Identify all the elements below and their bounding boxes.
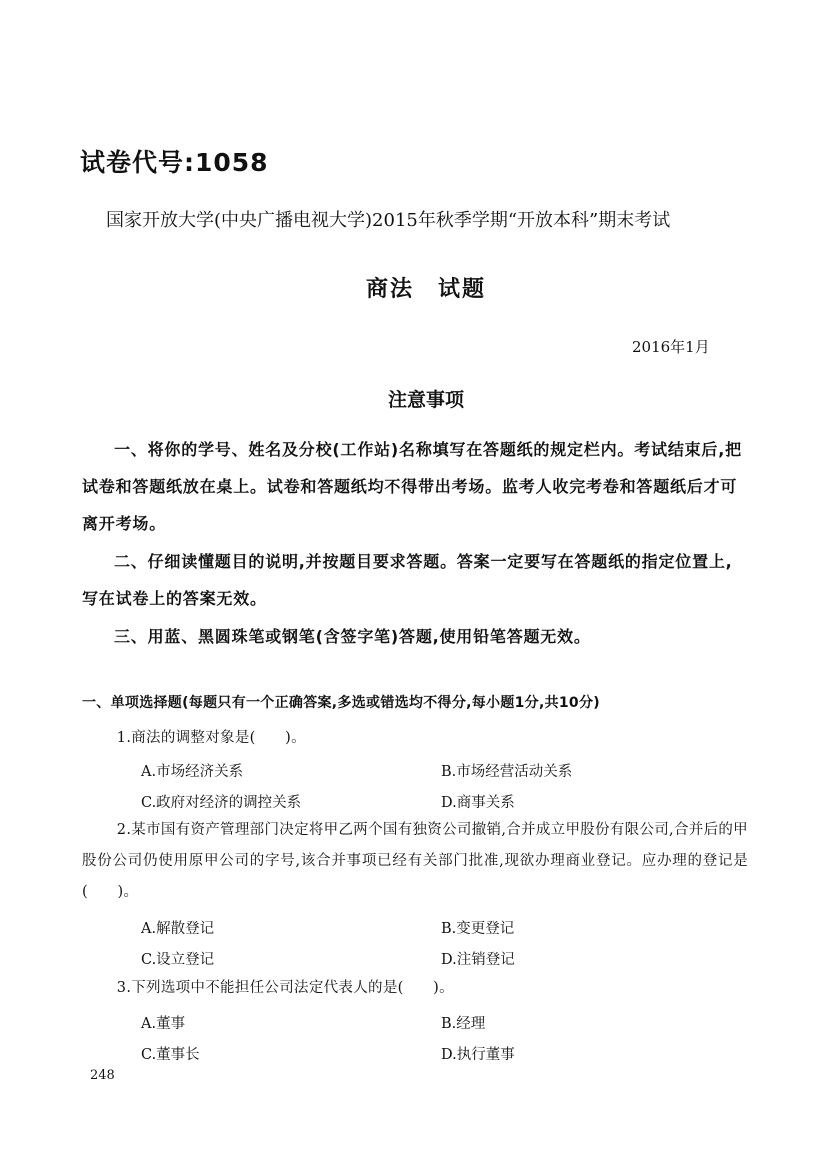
question-1-stem: 1.商法的调整对象是( )。 — [116, 730, 306, 746]
exam-date: 2016年1月 — [632, 338, 710, 356]
question-3-option-d: D.执行董事 — [441, 1047, 515, 1063]
question-2-stem: 2.某市国有资产管理部门决定将甲乙两个国有独资公司撤销,合并成立甲股份有限公司,合并后的甲股份公司仍使用原甲公司的字号,该合并事项已经有关部门批准,现欲办理商业登记。应办理的登记是( )。 — [82, 822, 748, 900]
question-1-option-b: B.市场经营活动关系 — [441, 764, 573, 780]
question-3-option-c: C.董事长 — [141, 1047, 200, 1063]
notice-item-2: 二、仔细读懂题目的说明,并按题目要求答题。答案一定要写在答题纸的指定位置上,写在试卷上的答案无效。 — [82, 552, 733, 608]
notice-item-1: 一、将你的学号、姓名及分校(工作站)名称填写在答题纸的规定栏内。考试结束后,把试卷和答题纸放在桌上。试卷和答题纸均不得带出考场。监考人收完考卷和答题纸后才可离开考场。 — [82, 440, 742, 533]
question-3-option-a: A.董事 — [141, 1016, 186, 1032]
section-heading: 一、单项选择题(每题只有一个正确答案,多选或错选均不得分,每小题1分,共10分) — [82, 695, 600, 711]
question-1-option-a: A.市场经济关系 — [141, 764, 244, 780]
question-2-option-d: D.注销登记 — [441, 952, 515, 968]
page-number: 248 — [90, 1068, 115, 1083]
question-1-option-c: C.政府对经济的调控关系 — [141, 795, 302, 811]
question-2-option-c: C.设立登记 — [141, 952, 215, 968]
question-2-option-b: B.变更登记 — [441, 921, 515, 937]
exam-title: 国家开放大学(中央广播电视大学)2015年秋季学期“开放本科”期末考试 — [106, 210, 671, 231]
question-1-option-d: D.商事关系 — [441, 795, 515, 811]
question-2-option-a: A.解散登记 — [141, 921, 215, 937]
notice-heading: 注意事项 — [387, 389, 464, 411]
notice-item-3: 三、用蓝、黑圆珠笔或钢笔(含签字笔)答题,使用铅笔答题无效。 — [114, 627, 591, 646]
question-3-option-b: B.经理 — [441, 1016, 486, 1032]
paper-code: 试卷代号:1058 — [80, 148, 269, 177]
question-3-stem: 3.下列选项中不能担任公司法定代表人的是( )。 — [116, 980, 454, 996]
subject-title: 商法 试题 — [365, 277, 486, 302]
